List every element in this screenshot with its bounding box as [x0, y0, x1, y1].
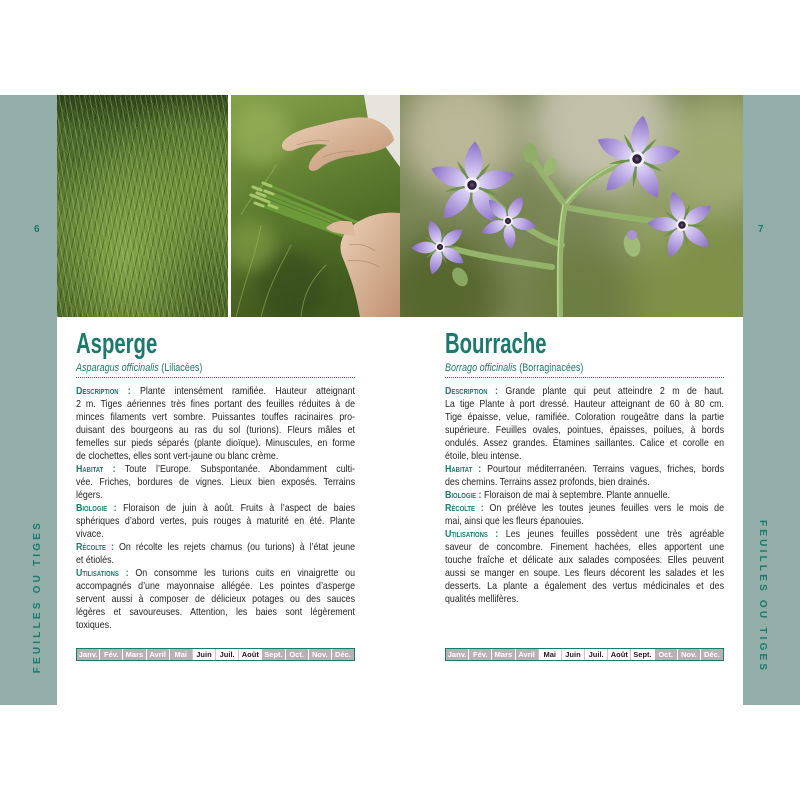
month-cell: Nov. — [308, 649, 331, 660]
month-cell-active: Juil. — [584, 649, 607, 660]
section-utilisations — [76, 567, 355, 632]
text-line: qualités mellifères. — [445, 593, 519, 605]
plant-title: Asperge — [76, 328, 158, 360]
section-text: Pourtour méditerranéen. Terrains vagues, friches, bords — [487, 463, 725, 475]
text-line: servent aussi à composer de délicieux potages ou des sauces — [76, 593, 356, 605]
text-line — [445, 502, 724, 515]
right-margin-strip — [743, 95, 800, 705]
section-label: Habitat : — [445, 463, 482, 475]
section-text: Floraison de juin à août. Fruits à l’aspect de baies — [123, 502, 356, 514]
section-label: Utilisations : — [76, 567, 129, 579]
text-line: 2 m. Tiges aériennes très fines portant des feuilles réduites à de — [76, 398, 356, 410]
month-cell: Déc. — [700, 649, 723, 660]
text-line: duisant des bourgeons au ras du sol (turions). Fleurs mâles et — [76, 424, 356, 436]
text-line: Tige épaisse, velue, ramifiée. Coloration rougeâtre dans la partie — [445, 411, 725, 423]
month-cell: Sept. — [261, 649, 284, 660]
text-line: des chemins. Terrains assez profonds, bien drainés. — [445, 476, 650, 488]
text-line — [76, 567, 355, 580]
section-recolte — [76, 541, 355, 567]
month-cell-active: Sept. — [630, 649, 653, 660]
text-line: aussi se manger en soupe. Les fleurs décorent les salades et les — [445, 567, 725, 579]
month-cell: Oct. — [654, 649, 677, 660]
month-cell: Mai — [169, 649, 192, 660]
section-text: Les jeunes feuilles possèdent une très agréable — [505, 528, 725, 540]
text-line: et étiolés. — [76, 554, 115, 566]
month-calendar — [445, 648, 724, 661]
text-line — [76, 541, 355, 554]
text-line: vivace. — [76, 528, 104, 540]
section-description — [76, 385, 355, 463]
section-label: Biologie : — [445, 489, 482, 501]
section-habitat — [76, 463, 355, 502]
month-cell-active: Août — [238, 649, 261, 660]
section-text: Floraison de mai à septembre. Plante annuelle. — [483, 489, 671, 501]
plant-family: (Borraginacées) — [519, 362, 584, 374]
photo-asparagus-plants — [57, 95, 228, 317]
text-line — [445, 489, 724, 502]
text-line — [445, 385, 724, 398]
section-text: Grande plante qui peut atteindre 2 m de haut. — [505, 385, 725, 397]
section-text: On prélève les toutes jeunes feuilles vers le mois de — [489, 502, 725, 514]
text-line: ondulés. Assez grandes. Étamines saillantes. Calice et corolle en — [445, 437, 725, 449]
text-line: mai, ainsi que les fleurs épanouies. — [445, 515, 584, 527]
dotted-rule — [76, 377, 355, 378]
page-number-right: 7 — [758, 224, 764, 235]
month-cell-active: Juin — [561, 649, 584, 660]
text-line: légers. — [76, 489, 103, 501]
text-line — [76, 502, 355, 515]
month-cell: Nov. — [677, 649, 700, 660]
section-text: Plante intensément ramifiée. Hauteur atteignant — [139, 385, 356, 397]
section-text: On récolte les rejets charnus (ou turions) à l’état jeune — [118, 541, 356, 553]
dotted-rule — [445, 377, 724, 378]
text-line — [445, 528, 724, 541]
section-text: On consomme les turions cuits en vinaigrette ou — [135, 567, 356, 579]
month-cell-active: Mai — [538, 649, 561, 660]
text-line: touche fraîche et délicate aux salades composées. Elles peuvent — [445, 554, 725, 566]
month-cell: Fév. — [468, 649, 491, 660]
month-cell: Fév. — [99, 649, 122, 660]
section-label: Récolte : — [445, 502, 484, 514]
text-line: supérieure. Feuilles ovales, pointues, épaisses, poilues, à bords — [445, 424, 725, 436]
chapter-label-left: FEUILLES OU TIGES — [32, 520, 43, 674]
plant-description — [76, 385, 356, 645]
latin-name: Asparagus officinalis — [76, 362, 159, 374]
section-recolte — [445, 502, 724, 528]
plant-description — [445, 385, 725, 645]
section-label: Récolte : — [76, 541, 114, 553]
text-line — [76, 385, 355, 398]
description-text — [445, 385, 724, 606]
month-calendar — [76, 648, 355, 661]
plant-scientific-name — [445, 362, 583, 375]
photo-borage-flowers — [400, 95, 743, 317]
month-cell: Janv. — [78, 650, 98, 659]
month-cell: Avril — [146, 649, 169, 660]
section-description — [445, 385, 724, 463]
text-line: saveur de concombre. Finement hachées, elles apportent une — [445, 541, 725, 553]
month-cell: Déc. — [331, 649, 354, 660]
plant-scientific-name — [76, 362, 202, 375]
section-label: Biologie : — [76, 502, 117, 514]
text-line: La tige Plante à port dressé. Hauteur atteignant de 60 à 80 cm. — [445, 398, 725, 410]
asparagus-harvest-illustration — [231, 95, 400, 317]
photo-asparagus-harvest — [231, 95, 400, 317]
page-number-left: 6 — [34, 224, 40, 235]
plant-title: Bourrache — [445, 328, 547, 360]
text-line: desserts. La plante a également des vertus médicinales et des — [445, 580, 725, 592]
month-cell: Janv. — [447, 650, 467, 659]
text-line: femelles sur pieds séparés (plante dioïque). Minuscules, en forme — [76, 437, 356, 449]
section-label: Utilisations : — [445, 528, 499, 540]
plant-family: (Liliacées) — [161, 362, 203, 374]
month-cell-active: Août — [607, 649, 630, 660]
section-biologie — [445, 489, 724, 502]
section-label: Description : — [76, 385, 131, 397]
text-line: accompagnés d’une mayonnaise allégée. Les pointes d’asperge — [76, 580, 356, 592]
text-line: étoile, bleu intense. — [445, 450, 522, 462]
month-cell-active: Juil. — [215, 649, 238, 660]
description-text — [76, 385, 355, 632]
left-margin-strip — [0, 95, 57, 705]
section-label: Habitat : — [76, 463, 116, 475]
text-line — [445, 463, 724, 476]
chapter-label-right: FEUILLES OU TIGES — [757, 520, 768, 674]
month-cell-active: Juin — [192, 649, 215, 660]
text-line — [76, 463, 355, 476]
text-line: minces filaments vert sombre. Puissantes touffes racinaires pro- — [76, 411, 356, 423]
text-line: légères et savoureuses. Attention, les baies sont légèrement — [76, 606, 356, 618]
text-line: vée. Friches, bordures de vignes. Lieux bien exposés. Terrains — [76, 476, 356, 488]
text-line: sphériques d’abord vertes, puis rouges à maturité en été. Plante — [76, 515, 356, 527]
month-cell: Mars — [122, 649, 145, 660]
section-biologie — [76, 502, 355, 541]
section-text: Toute l’Europe. Subspontanée. Abondamment culti- — [124, 463, 356, 475]
section-habitat — [445, 463, 724, 489]
month-cell: Oct. — [285, 649, 308, 660]
month-cell: Avril — [515, 649, 538, 660]
latin-name: Borrago officinalis — [445, 362, 517, 374]
section-label: Description : — [445, 385, 498, 397]
text-line: de clochettes, elles sont vert-jaune ou blanc crème. — [76, 450, 279, 462]
text-line: toxiques. — [76, 619, 112, 631]
month-cell: Mars — [491, 649, 514, 660]
borage-flowers-illustration — [400, 95, 743, 317]
section-utilisations — [445, 528, 724, 606]
